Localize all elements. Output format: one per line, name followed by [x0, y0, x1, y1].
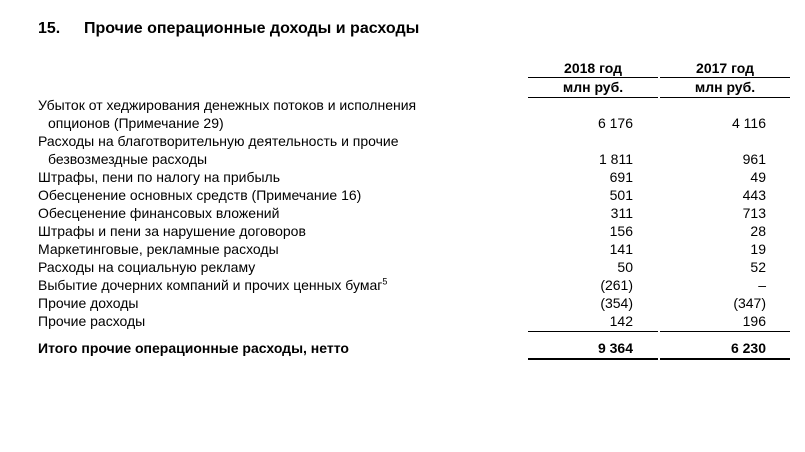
table-cell-2017: – [758, 277, 766, 293]
total-2017: 6 230 [730, 340, 766, 356]
table-cell-2018: 50 [617, 259, 633, 275]
section-title-text: Прочие операционные доходы и расходы [84, 20, 420, 37]
table-cell-2017: 196 [742, 313, 766, 329]
table-row-label: Обесценение основных средств (Примечание 16) [38, 187, 362, 203]
table-cell-2018: 311 [610, 205, 633, 221]
table-cell-2017: 443 [742, 187, 766, 203]
table-row-label [38, 276, 387, 294]
table-cell-2017: 28 [750, 223, 766, 239]
total-rule-2017 [660, 358, 790, 360]
table-row-label-text: Выбытие дочерних компаний и прочих ценных бумаг [38, 277, 383, 293]
table-cell-2017: 19 [750, 241, 766, 257]
column-header-2018-divider [528, 77, 658, 78]
total-2018: 9 364 [597, 340, 633, 356]
table-row-label: Расходы на социальную рекламу [38, 259, 256, 275]
table-row-label: Маркетинговые, рекламные расходы [38, 241, 279, 257]
table-cell-2018: 691 [609, 169, 633, 185]
table-cell-2017: 961 [742, 151, 766, 167]
subtotal-rule-2018 [528, 331, 658, 332]
section-title [38, 20, 419, 38]
table-cell-2018: 141 [609, 241, 633, 257]
table-cell-2017: 4 116 [732, 115, 766, 131]
column-header-2018-unit: млн руб. [562, 79, 624, 95]
table-row-label: Расходы на благотворительную деятельность и прочие [38, 133, 399, 149]
table-cell-2017: 49 [750, 169, 766, 185]
table-row-label: Штрафы и пени за нарушение договоров [38, 223, 306, 239]
table-row-label: опционов (Примечание 29) [48, 115, 224, 131]
table-cell-2018: 1 811 [599, 151, 633, 167]
table-cell-2018: 156 [609, 223, 633, 239]
table-cell-2018: 6 176 [597, 115, 633, 131]
table-cell-2018: (261) [600, 277, 633, 293]
column-header-2017-unit: млн руб. [694, 79, 756, 95]
total-label: Итого прочие операционные расходы, нетто [38, 340, 349, 356]
subtotal-rule-2017 [660, 331, 790, 332]
header-rule-2018 [528, 97, 658, 98]
table-row-label: Обесценение финансовых вложений [38, 205, 280, 221]
table-row-label: безвозмездные расходы [48, 151, 208, 167]
table-row-label: Прочие доходы [38, 295, 139, 311]
column-header-2017-divider [660, 77, 790, 78]
column-header-2017-year: 2017 год [696, 60, 754, 76]
table-cell-2018: 501 [609, 187, 633, 203]
total-rule-2018 [528, 358, 658, 360]
table-row-label: Прочие расходы [38, 313, 146, 329]
column-header-2018-year: 2018 год [564, 60, 622, 76]
section-number: 15. [38, 20, 61, 37]
table-cell-2018: (354) [600, 295, 633, 311]
table-cell-2017: 713 [742, 205, 766, 221]
table-row-label: Убыток от хеджирования денежных потоков и исполнения [38, 97, 417, 113]
table-row-label: Штрафы, пени по налогу на прибыль [38, 169, 281, 185]
header-rule-2017 [660, 97, 790, 98]
table-cell-2017: (347) [733, 295, 766, 311]
footnote-marker: 5 [382, 276, 388, 287]
table-cell-2017: 52 [750, 259, 766, 275]
table-cell-2018: 142 [609, 313, 633, 329]
